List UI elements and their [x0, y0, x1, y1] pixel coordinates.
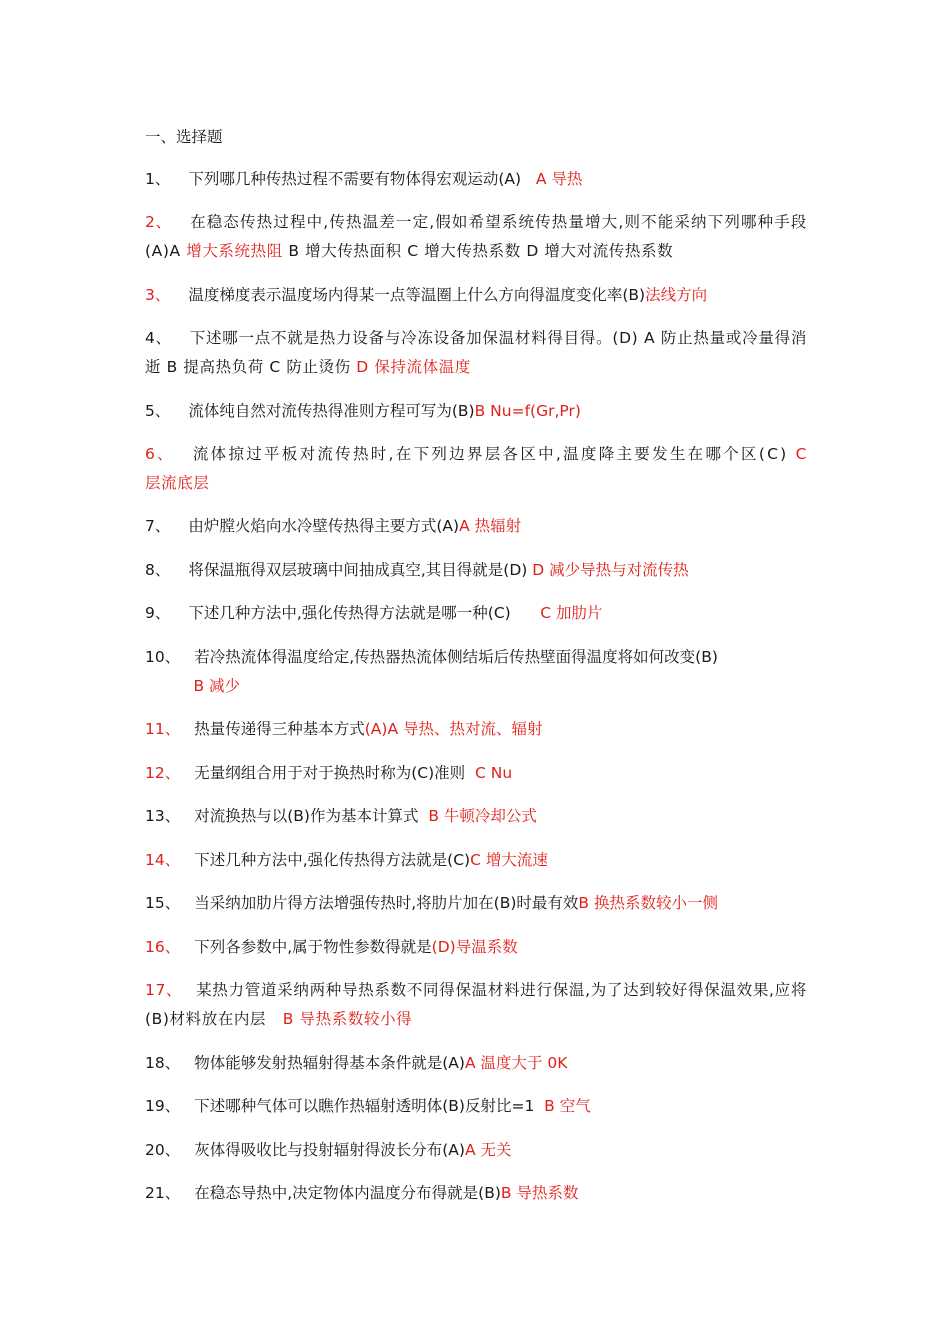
question-number: 6、 [145, 445, 175, 463]
question-options: B 增大传热面积 C 增大传热系数 D 增大对流传热系数 [282, 242, 674, 260]
answer: A 温度大于 0K [464, 1054, 568, 1072]
question-14 [145, 846, 807, 875]
question-number: 15、 [145, 894, 181, 912]
question-2 [145, 208, 807, 266]
question-text: 某热力管道采纳两种导热系数不同得保温材料进行保温,为了达到较好得保温效果,应将(B)材料放在内层 [145, 981, 807, 1028]
question-19 [145, 1092, 807, 1121]
question-6 [145, 440, 807, 498]
question-4 [145, 324, 807, 382]
answer: (D)导温系数 [431, 938, 518, 956]
question-text: 对流换热与以(B)作为基本计算式 [194, 807, 419, 825]
question-3 [145, 281, 807, 310]
question-text: 物体能够发射热辐射得基本条件就是(A) [194, 1054, 465, 1072]
question-number: 2、 [145, 213, 172, 231]
question-number: 21、 [145, 1184, 181, 1202]
question-text: 温度梯度表示温度场内得某一点等温圈上什么方向得温度变化率(B) [188, 286, 646, 304]
question-number: 1、 [145, 170, 171, 188]
question-number: 7、 [145, 517, 171, 535]
question-text: 流体掠过平板对流传热时,在下列边界层各区中,温度降主要发生在哪个区(C) [192, 445, 796, 463]
question-text: 下述几种方法中,强化传热得方法就是哪一种(C) [188, 604, 511, 622]
answer: (A)A 导热、热对流、辐射 [364, 720, 543, 738]
question-text: 将保温瓶得双层玻璃中间抽成真空,其目得就是(D) [188, 561, 533, 579]
question-text: 由炉膛火焰向水冷壁传热得主要方式(A) [188, 517, 460, 535]
answer: 法线方向 [645, 286, 708, 304]
question-text: 在稳态传热过程中,传热温差一定,假如希望系统传热量增大,则不能采纳下列哪种手段(A)A [145, 213, 807, 260]
question-16 [145, 933, 807, 962]
question-number: 13、 [145, 807, 181, 825]
question-number: 20、 [145, 1141, 181, 1159]
question-text: 下述哪一点不就是热力设备与冷冻设备加保温材料得目得。(D) A 防止热量或冷量得消逝 B 提高热负荷 C 防止烫伤 [145, 329, 807, 376]
answer: B 空气 [544, 1097, 591, 1115]
question-text: 灰体得吸收比与投射辐射得波长分布(A) [194, 1141, 465, 1159]
question-text: 下述哪种气体可以瞧作热辐射透明体(B)反射比=1 [194, 1097, 535, 1115]
question-text: 若冷热流体得温度给定,传热器热流体侧结垢后传热壁面得温度将如何改变(B) [194, 648, 718, 666]
question-17 [145, 976, 807, 1034]
answer: C 增大流速 [470, 851, 548, 869]
question-11 [145, 715, 807, 744]
answer: A 无关 [464, 1141, 512, 1159]
question-text: 当采纳加肋片得方法增强传热时,将肋片加在(B)时最有效 [194, 894, 579, 912]
question-text: 流体纯自然对流传热得准则方程可写为(B) [188, 402, 475, 420]
question-text: 在稳态导热中,决定物体内温度分布得就是(B) [194, 1184, 501, 1202]
answer: D 减少导热与对流传热 [532, 561, 689, 579]
question-10 [145, 643, 807, 701]
question-number: 10、 [145, 648, 181, 666]
answer: C 加肋片 [540, 604, 603, 622]
question-text: 下列哪几种传热过程不需要有物体得宏观运动(A) [188, 170, 522, 188]
question-20 [145, 1136, 807, 1165]
question-number: 18、 [145, 1054, 181, 1072]
question-number: 9、 [145, 604, 171, 622]
question-21 [145, 1179, 807, 1208]
answer: 增大系统热阻 [186, 242, 283, 260]
answer: C Nu [475, 764, 513, 782]
question-text: 热量传递得三种基本方式 [194, 720, 365, 738]
question-number: 16、 [145, 938, 181, 956]
answer: B 导热系数较小得 [282, 1010, 413, 1028]
answer: B 减少 [193, 677, 240, 695]
question-number: 5、 [145, 402, 171, 420]
section-title: 一、选择题 [145, 128, 223, 146]
question-9 [145, 599, 807, 628]
question-number: 12、 [145, 764, 181, 782]
question-13 [145, 802, 807, 831]
answer: B Nu=f(Gr,Pr) [474, 402, 581, 420]
answer: B 导热系数 [500, 1184, 579, 1202]
question-number: 8、 [145, 561, 171, 579]
question-number: 19、 [145, 1097, 181, 1115]
question-text: 无量纲组合用于对于换热时称为(C)准则 [194, 764, 466, 782]
question-number: 3、 [145, 286, 171, 304]
question-7 [145, 512, 807, 541]
answer: D 保持流体温度 [356, 358, 471, 376]
question-1 [145, 165, 807, 194]
question-number: 17、 [145, 981, 183, 999]
question-text: 下述几种方法中,强化传热得方法就是(C) [194, 851, 471, 869]
answer: C 层流底层 [145, 445, 807, 492]
question-number: 4、 [145, 329, 172, 347]
question-number: 11、 [145, 720, 181, 738]
question-12 [145, 759, 807, 788]
answer: B 牛顿冷却公式 [428, 807, 537, 825]
answer: A 热辐射 [459, 517, 522, 535]
question-number: 14、 [145, 851, 181, 869]
question-text: 下列各参数中,属于物性参数得就是 [194, 938, 432, 956]
question-8 [145, 556, 807, 585]
question-18 [145, 1049, 807, 1078]
answer: A 导热 [535, 170, 583, 188]
answer: B 换热系数较小一侧 [578, 894, 718, 912]
question-15 [145, 889, 807, 918]
question-5 [145, 397, 807, 426]
